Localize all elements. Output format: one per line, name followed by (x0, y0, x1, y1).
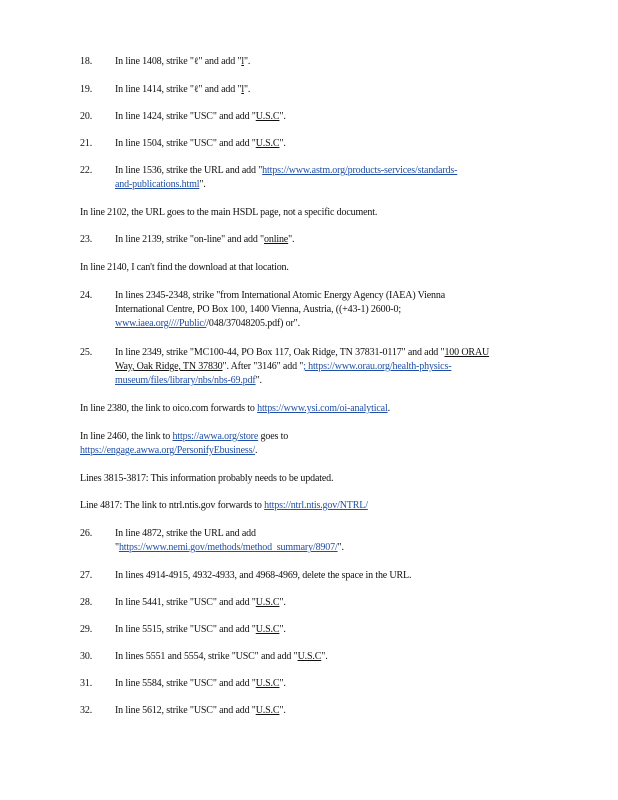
text-run: In line 1414, strike "ℓ" and add " (115, 84, 242, 95)
item-number: 31. (80, 678, 93, 689)
item-number: 28. (80, 597, 93, 608)
inserted-text: U.S.C (297, 651, 322, 662)
text-run: ". (255, 375, 262, 386)
item-text (115, 623, 555, 637)
text-run: /048/37048205.pdf) or". (206, 318, 300, 329)
text-run: In lines 5551 and 5554, strike "USC" and add " (115, 651, 298, 662)
text-run: In line 5441, strike "USC" and add " (115, 597, 256, 608)
item-text (115, 596, 555, 610)
item-text (115, 289, 555, 331)
item-text (115, 346, 555, 388)
text-run: In line 2139, strike "on-line" and add " (115, 234, 264, 245)
text-run: ". (279, 678, 286, 689)
item-text (115, 55, 555, 69)
hyperlink[interactable]: https://awwa.org/store (172, 431, 259, 442)
item-number: 23. (80, 234, 93, 245)
item-text (115, 233, 555, 247)
item-text (115, 83, 555, 97)
text-run: ". (199, 179, 206, 190)
inserted-text: l (241, 84, 244, 95)
text-run: In line 2349, strike "MC100-44, PO Box 117, Oak Ridge, TN 37831-0117" and add " (115, 347, 445, 358)
hyperlink[interactable]: https://www.nemi.gov/methods/method_summary/8907/ (118, 542, 338, 553)
item-number: 32. (80, 705, 93, 716)
item-text (80, 261, 550, 275)
item-number: 19. (80, 84, 93, 95)
text-run: ". (244, 56, 251, 67)
text-run: In line 1504, strike "USC" and add " (115, 138, 256, 149)
text-run: Line 4817: The link to ntrl.ntis.gov forwards to (80, 500, 265, 511)
item-text (115, 527, 555, 555)
item-number: 26. (80, 528, 93, 539)
hyperlink[interactable]: www.iaea.org////Public/ (115, 318, 207, 329)
item-number: 29. (80, 624, 93, 635)
text-run: In lines 2345-2348, strike "from International Atomic Energy Agency (IAEA) Vienna (115, 290, 446, 301)
item-number: 24. (80, 290, 93, 301)
hyperlink[interactable]: https://ntrl.ntis.gov/NTRL/ (264, 500, 368, 511)
item-text (115, 677, 555, 691)
text-run: ". (321, 651, 328, 662)
text-run: ". (279, 624, 286, 635)
item-text (115, 164, 555, 192)
hyperlink[interactable]: https://www.astm.org/products-services/standards- (262, 165, 458, 176)
hyperlink[interactable]: museum/files/library/nbs/nbs-69.pdf (115, 375, 256, 386)
text-run: Lines 3815-3817: This information probably needs to be updated. (80, 473, 334, 484)
text-run: ". After "3146" add " (222, 361, 304, 372)
hyperlink[interactable]: https://engage.awwa.org/PersonifyEbusiness/ (80, 445, 256, 456)
text-run: In line 5612, strike "USC" and add " (115, 705, 256, 716)
text-run: In line 2140, I can't find the download at that location. (80, 262, 289, 273)
item-text (80, 430, 550, 458)
item-number: 25. (80, 347, 93, 358)
text-run: In line 5584, strike "USC" and add " (115, 678, 256, 689)
inserted-text: online (264, 234, 289, 245)
item-text (115, 704, 555, 718)
inserted-text: U.S.C (255, 138, 280, 149)
text-run: ". (279, 705, 286, 716)
text-run: In line 5515, strike "USC" and add " (115, 624, 256, 635)
inserted-text: U.S.C (255, 624, 280, 635)
text-run: In line 1536, strike the URL and add " (115, 165, 263, 176)
item-number: 22. (80, 165, 93, 176)
text-run: In line 1424, strike "USC" and add " (115, 111, 256, 122)
text-run: In lines 4914-4915, 4932-4933, and 4968-4969, delete the space in the URL. (115, 570, 412, 581)
inserted-text: U.S.C (255, 111, 280, 122)
inserted-text: 100 ORAU (444, 347, 490, 358)
item-text (80, 472, 550, 486)
hyperlink[interactable]: and-publications.html (115, 179, 200, 190)
text-run: In line 2460, the link to (80, 431, 173, 442)
text-run: ". (244, 84, 251, 95)
text-run: ". (279, 597, 286, 608)
item-number: 27. (80, 570, 93, 581)
item-number: 21. (80, 138, 93, 149)
text-run: International Centre, PO Box 100, 1400 Vienna, Austria, ((+43-1) 2600-0; (115, 304, 401, 315)
item-text (80, 499, 550, 513)
text-run: . (255, 445, 258, 456)
item-text (115, 650, 555, 664)
text-run: ". (279, 111, 286, 122)
text-run: ". (279, 138, 286, 149)
text-run: In line 2380, the link to oico.com forwards to (80, 403, 258, 414)
text-run: goes to (258, 431, 289, 442)
inserted-text: l (241, 56, 244, 67)
text-run: " (115, 542, 119, 553)
item-text (80, 402, 550, 416)
item-text (115, 569, 555, 583)
text-run: In line 1408, strike "ℓ" and add " (115, 56, 242, 67)
inserted-text: U.S.C (255, 597, 280, 608)
inserted-text: U.S.C (255, 705, 280, 716)
inserted-text: Way, Oak Ridge, TN 37830 (115, 361, 223, 372)
text-run: ". (337, 542, 344, 553)
hyperlink[interactable]: https://www.ysi.com/oi-analytical (257, 403, 388, 414)
item-number: 20. (80, 111, 93, 122)
text-run: ". (288, 234, 295, 245)
item-text (115, 137, 555, 151)
inserted-text: U.S.C (255, 678, 280, 689)
text-run: In line 4872, strike the URL and add (115, 528, 256, 539)
item-number: 18. (80, 56, 93, 67)
item-text (115, 110, 555, 124)
text-run: In line 2102, the URL goes to the main HSDL page, not a specific document. (80, 207, 378, 218)
item-number: 30. (80, 651, 93, 662)
item-text (80, 206, 550, 220)
hyperlink[interactable]: ; https://www.orau.org/health-physics- (303, 361, 452, 372)
text-run: . (387, 403, 390, 414)
